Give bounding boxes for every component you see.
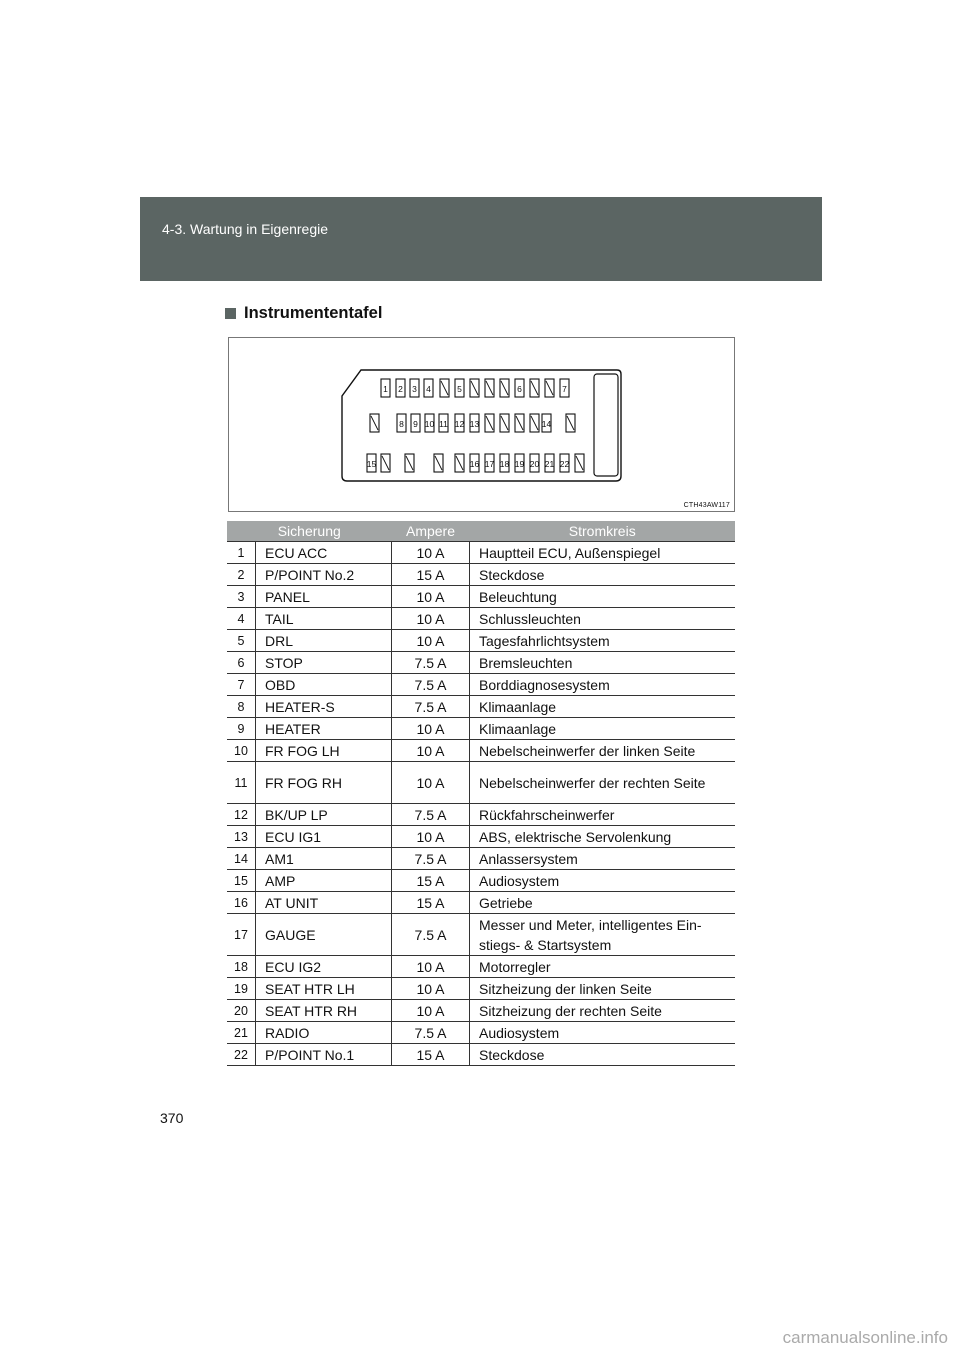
svg-text:14: 14 bbox=[541, 419, 552, 429]
fuse-empty bbox=[500, 414, 509, 432]
svg-text:12: 12 bbox=[454, 419, 465, 429]
fuse-ampere: 15 A bbox=[392, 870, 470, 892]
header-ampere: Ampere bbox=[392, 521, 470, 542]
fuse-name: HEATER-S bbox=[256, 696, 392, 718]
fuse-circuit: Motorregler bbox=[470, 956, 736, 978]
table-row bbox=[227, 674, 735, 696]
fuse-name: AMP bbox=[256, 870, 392, 892]
fuse-row-1 bbox=[381, 379, 569, 397]
svg-text:6: 6 bbox=[517, 384, 522, 394]
fuse-11 bbox=[439, 414, 448, 432]
fuse-empty bbox=[530, 379, 539, 397]
fuse-name: OBD bbox=[256, 674, 392, 696]
fuse-empty bbox=[434, 454, 443, 472]
fuse-circuit: Borddiagnosesystem bbox=[470, 674, 736, 696]
breadcrumb: 4-3. Wartung in Eigenregie bbox=[162, 221, 329, 237]
fuse-circuit: Sitzheizung der rechten Seite bbox=[470, 1000, 736, 1022]
fuse-circuit: Nebelscheinwerfer der rechten Seite bbox=[470, 762, 736, 804]
fuse-3 bbox=[410, 379, 419, 397]
fuse-number: 3 bbox=[227, 586, 256, 608]
table-row bbox=[227, 804, 735, 826]
svg-text:2: 2 bbox=[398, 384, 403, 394]
fuse-ampere: 15 A bbox=[392, 1044, 470, 1066]
fuse-circuit: Steckdose bbox=[470, 1044, 736, 1066]
fuse-name: ECU ACC bbox=[256, 542, 392, 564]
fuse-14 bbox=[542, 414, 552, 432]
svg-text:19: 19 bbox=[514, 459, 525, 469]
svg-text:13: 13 bbox=[469, 419, 480, 429]
svg-text:9: 9 bbox=[413, 419, 418, 429]
svg-text:10: 10 bbox=[424, 419, 435, 429]
fuse-number: 1 bbox=[227, 542, 256, 564]
table-row bbox=[227, 892, 735, 914]
table-row bbox=[227, 718, 735, 740]
fuse-ampere: 10 A bbox=[392, 718, 470, 740]
fuse-ampere: 10 A bbox=[392, 542, 470, 564]
fuse-ampere: 7.5 A bbox=[392, 1022, 470, 1044]
fuse-name: AM1 bbox=[256, 848, 392, 870]
svg-text:22: 22 bbox=[559, 459, 570, 469]
table-row bbox=[227, 542, 735, 564]
fuse-empty bbox=[405, 454, 414, 472]
svg-text:16: 16 bbox=[469, 459, 480, 469]
fuse-number: 18 bbox=[227, 956, 256, 978]
fuse-ampere: 15 A bbox=[392, 564, 470, 586]
fuse-empty bbox=[485, 379, 494, 397]
svg-text:17: 17 bbox=[484, 459, 495, 469]
fuse-circuit: Steckdose bbox=[470, 564, 736, 586]
fuse-empty bbox=[381, 454, 390, 472]
fuse-name: RADIO bbox=[256, 1022, 392, 1044]
fuse-number: 14 bbox=[227, 848, 256, 870]
fuse-circuit: Schlussleuchten bbox=[470, 608, 736, 630]
fuse-empty bbox=[530, 414, 539, 432]
fuse-ampere: 10 A bbox=[392, 630, 470, 652]
fuse-empty bbox=[515, 414, 524, 432]
section-title: Instrumententafel bbox=[244, 304, 383, 322]
fuse-name: ECU IG1 bbox=[256, 826, 392, 848]
fuse-row-3 bbox=[367, 454, 584, 472]
header-circuit: Stromkreis bbox=[470, 521, 736, 542]
fuse-number: 21 bbox=[227, 1022, 256, 1044]
fuse-name: GAUGE bbox=[256, 914, 392, 956]
fuse-ampere: 10 A bbox=[392, 762, 470, 804]
table-row bbox=[227, 630, 735, 652]
fuse-name: TAIL bbox=[256, 608, 392, 630]
svg-text:18: 18 bbox=[499, 459, 510, 469]
table-row bbox=[227, 914, 735, 956]
chapter-header bbox=[140, 197, 822, 281]
svg-text:21: 21 bbox=[544, 459, 555, 469]
table-row bbox=[227, 696, 735, 718]
fuse-number: 16 bbox=[227, 892, 256, 914]
square-bullet-icon bbox=[225, 308, 236, 319]
fuse-5 bbox=[455, 379, 464, 397]
table-row bbox=[227, 564, 735, 586]
fuse-empty bbox=[566, 414, 575, 432]
fuse-1 bbox=[381, 379, 390, 397]
fuse-number: 2 bbox=[227, 564, 256, 586]
svg-text:20: 20 bbox=[529, 459, 540, 469]
fuse-number: 19 bbox=[227, 978, 256, 1000]
fuse-empty bbox=[485, 414, 494, 432]
fuse-name: AT UNIT bbox=[256, 892, 392, 914]
fuse-ampere: 7.5 A bbox=[392, 696, 470, 718]
fuse-circuit: Nebelscheinwerfer der linken Seite bbox=[470, 740, 736, 762]
fuse-13 bbox=[470, 414, 480, 432]
fuse-circuit: Bremsleuchten bbox=[470, 652, 736, 674]
fuse-20 bbox=[530, 454, 540, 472]
fuse-number: 10 bbox=[227, 740, 256, 762]
fuse-empty bbox=[370, 414, 379, 432]
fuse-name: P/POINT No.1 bbox=[256, 1044, 392, 1066]
fuse-ampere: 7.5 A bbox=[392, 674, 470, 696]
fuse-number: 4 bbox=[227, 608, 256, 630]
fuse-18 bbox=[500, 454, 510, 472]
fuse-circuit: Messer und Meter, intelligentes Ein-stiegs- & Startsystem bbox=[470, 914, 736, 956]
fuse-name: FR FOG LH bbox=[256, 740, 392, 762]
table-row bbox=[227, 608, 735, 630]
fuse-name: BK/UP LP bbox=[256, 804, 392, 826]
fuse-row-2 bbox=[370, 414, 575, 432]
fuse-ampere: 7.5 A bbox=[392, 804, 470, 826]
fuse-number: 6 bbox=[227, 652, 256, 674]
fuse-number: 20 bbox=[227, 1000, 256, 1022]
table-row bbox=[227, 1000, 735, 1022]
fuse-ampere: 7.5 A bbox=[392, 652, 470, 674]
page-number: 370 bbox=[160, 1110, 184, 1126]
fuse-ampere: 10 A bbox=[392, 740, 470, 762]
fuse-15 bbox=[367, 454, 377, 472]
fuse-ampere: 10 A bbox=[392, 586, 470, 608]
fuse-ampere: 15 A bbox=[392, 892, 470, 914]
fuse-number: 7 bbox=[227, 674, 256, 696]
watermark-url: carmanualsonline.info bbox=[782, 1328, 948, 1347]
fuse-number: 8 bbox=[227, 696, 256, 718]
table-row bbox=[227, 978, 735, 1000]
fuse-ampere: 10 A bbox=[392, 956, 470, 978]
table-row bbox=[227, 848, 735, 870]
fuse-circuit: Beleuchtung bbox=[470, 586, 736, 608]
fuse-9 bbox=[411, 414, 420, 432]
svg-text:1: 1 bbox=[383, 384, 388, 394]
fuse-ampere: 10 A bbox=[392, 608, 470, 630]
fuse-circuit: Rückfahrscheinwerfer bbox=[470, 804, 736, 826]
fuse-ampere: 7.5 A bbox=[392, 848, 470, 870]
fuse-puller-slot bbox=[594, 374, 618, 476]
fuse-21 bbox=[545, 454, 555, 472]
fuse-empty bbox=[440, 379, 449, 397]
fuse-2 bbox=[396, 379, 405, 397]
fuse-ampere: 10 A bbox=[392, 826, 470, 848]
fuse-empty bbox=[545, 379, 554, 397]
svg-text:7: 7 bbox=[562, 384, 567, 394]
table-row bbox=[227, 1022, 735, 1044]
table-header-row bbox=[227, 521, 735, 542]
fuse-circuit: Audiosystem bbox=[470, 1022, 736, 1044]
svg-text:5: 5 bbox=[457, 384, 462, 394]
fuse-number: 22 bbox=[227, 1044, 256, 1066]
fuse-name: HEATER bbox=[256, 718, 392, 740]
fuse-circuit: Getriebe bbox=[470, 892, 736, 914]
fuse-name: FR FOG RH bbox=[256, 762, 392, 804]
table-row bbox=[227, 762, 735, 804]
header-fuse: Sicherung bbox=[227, 521, 392, 542]
fuse-name: DRL bbox=[256, 630, 392, 652]
fuse-ampere: 10 A bbox=[392, 1000, 470, 1022]
fuse-12 bbox=[455, 414, 465, 432]
fuse-4 bbox=[424, 379, 433, 397]
fuse-name: P/POINT No.2 bbox=[256, 564, 392, 586]
table-row bbox=[227, 956, 735, 978]
fuse-ampere: 7.5 A bbox=[392, 914, 470, 956]
fuse-8 bbox=[397, 414, 406, 432]
fuse-box-illustration bbox=[229, 338, 734, 511]
section-heading bbox=[225, 304, 382, 323]
fuse-16 bbox=[470, 454, 480, 472]
fuse-22 bbox=[560, 454, 570, 472]
fuse-number: 5 bbox=[227, 630, 256, 652]
fuse-circuit: Sitzheizung der linken Seite bbox=[470, 978, 736, 1000]
table-row bbox=[227, 826, 735, 848]
fuse-number: 9 bbox=[227, 718, 256, 740]
fuse-empty bbox=[575, 454, 584, 472]
fuse-17 bbox=[485, 454, 495, 472]
fuse-number: 15 bbox=[227, 870, 256, 892]
fuse-19 bbox=[515, 454, 525, 472]
svg-text:4: 4 bbox=[426, 384, 431, 394]
svg-text:8: 8 bbox=[399, 419, 404, 429]
fuse-number: 12 bbox=[227, 804, 256, 826]
fuse-box-diagram bbox=[228, 337, 735, 512]
fuse-circuit: Hauptteil ECU, Außenspiegel bbox=[470, 542, 736, 564]
table-row bbox=[227, 652, 735, 674]
fuse-circuit: Anlassersystem bbox=[470, 848, 736, 870]
fuse-name: STOP bbox=[256, 652, 392, 674]
table-row bbox=[227, 870, 735, 892]
fuse-circuit: Klimaanlage bbox=[470, 696, 736, 718]
fuse-6 bbox=[515, 379, 524, 397]
fuse-7 bbox=[560, 379, 569, 397]
table-row bbox=[227, 740, 735, 762]
fuse-name: ECU IG2 bbox=[256, 956, 392, 978]
fuse-empty bbox=[455, 454, 464, 472]
fuse-10 bbox=[425, 414, 435, 432]
fuse-table bbox=[227, 521, 735, 1066]
svg-text:15: 15 bbox=[366, 459, 377, 469]
fuse-circuit: ABS, elektrische Servolenkung bbox=[470, 826, 736, 848]
fuse-name: SEAT HTR RH bbox=[256, 1000, 392, 1022]
table-row bbox=[227, 1044, 735, 1066]
fuse-name: PANEL bbox=[256, 586, 392, 608]
fuse-empty bbox=[500, 379, 509, 397]
svg-text:11: 11 bbox=[439, 419, 448, 429]
svg-text:3: 3 bbox=[412, 384, 417, 394]
fuse-number: 11 bbox=[227, 762, 256, 804]
fuse-ampere: 10 A bbox=[392, 978, 470, 1000]
figure-code: CTH43AW117 bbox=[683, 502, 730, 509]
fuse-circuit: Klimaanlage bbox=[470, 718, 736, 740]
fuse-name: SEAT HTR LH bbox=[256, 978, 392, 1000]
fuse-number: 13 bbox=[227, 826, 256, 848]
fuse-number: 17 bbox=[227, 914, 256, 956]
fuse-circuit: Tagesfahrlichtsystem bbox=[470, 630, 736, 652]
fuse-circuit: Audiosystem bbox=[470, 870, 736, 892]
table-row bbox=[227, 586, 735, 608]
fuse-empty bbox=[470, 379, 479, 397]
